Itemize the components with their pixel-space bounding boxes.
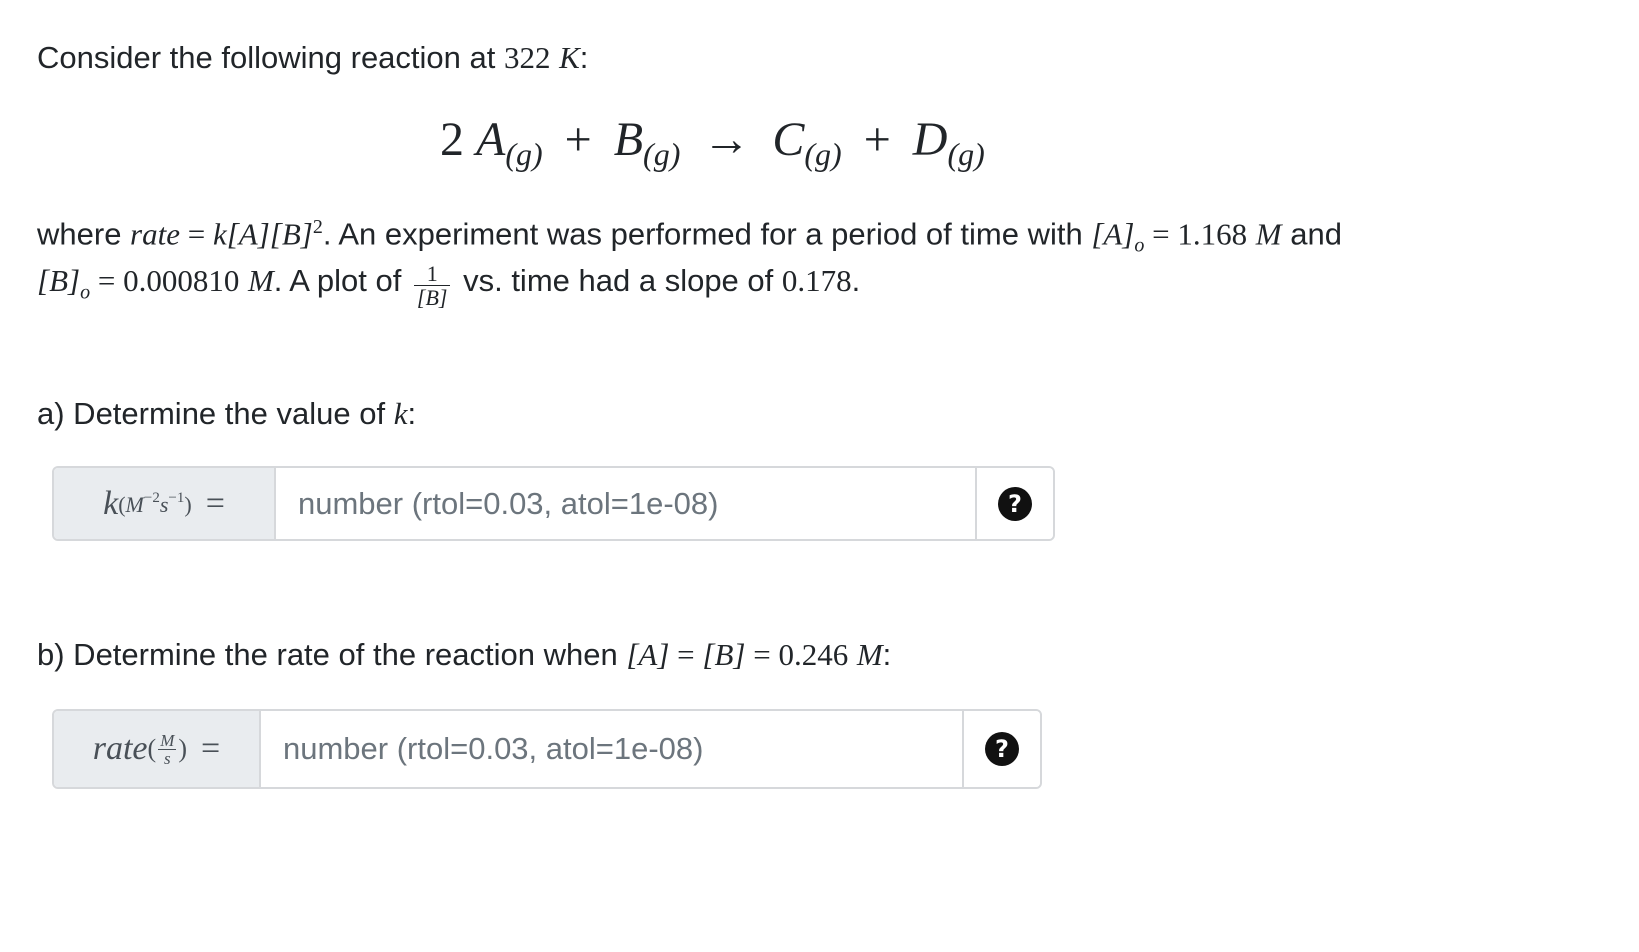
plus-1: + [564, 113, 592, 166]
phase-a: (g) [505, 136, 543, 172]
units-s-exp: −1 [168, 489, 185, 506]
part-a-help-button[interactable] [975, 468, 1053, 539]
units-num: M [160, 730, 175, 750]
intro-prefix: Consider the following reaction at [37, 40, 504, 75]
vs-text: vs. time had a slope of [454, 263, 782, 299]
reaction-equation [440, 112, 985, 173]
inverse-b-fraction [414, 262, 451, 309]
description-line-1: where rate = $k[A][B]^2$. An experiment was performed for a period of time with $[A]_o = 1.168$ M and [37, 216, 1342, 257]
part-b-question: b) Determine the rate of the reaction when [A] = [B] = 0.246 M: [37, 637, 892, 672]
a0-unit: M [1255, 216, 1282, 252]
and-word: and [1281, 216, 1342, 252]
a0-sub: o [1134, 234, 1145, 257]
units-m-exp: −2 [143, 489, 160, 506]
species-d: D [912, 113, 948, 166]
part-b-help-button[interactable] [962, 711, 1040, 787]
units-s: s [159, 491, 169, 517]
cond-value: 0.246 [778, 637, 849, 672]
help-icon: ? [998, 487, 1032, 521]
phase-c: (g) [804, 136, 842, 172]
part-b-label-var: rate [92, 730, 148, 767]
cond-b: [B] [702, 637, 746, 672]
cond-unit: M [856, 637, 883, 672]
coef-a: 2 [440, 113, 464, 166]
units-open: ( [118, 491, 126, 517]
description-line-2: $[B]_o = 0.000810$ M. A plot of $\frac{1}{[B]}$ vs. time had a slope of 0.178. [37, 261, 861, 311]
part-b-equals: = [201, 730, 221, 767]
units-close: ) [184, 491, 192, 517]
where-word: where [37, 216, 131, 252]
part-a-label-units [118, 490, 191, 518]
sentence-mid: . An experiment was performed for a period of time with [322, 216, 1092, 252]
a0-label: [A] [1091, 216, 1135, 252]
cond-a: [A] [626, 637, 670, 672]
part-a-variable: k [393, 396, 408, 431]
intro-unit: K [559, 40, 580, 75]
a0-value: 1.168 [1177, 216, 1248, 252]
rate-law: k[A][B] [212, 216, 313, 252]
part-b-answer-input[interactable] [261, 711, 962, 787]
slope-value: 0.178 [781, 263, 852, 299]
units-den: s [163, 748, 171, 768]
intro-suffix: : [579, 40, 589, 75]
part-a-input-group [52, 466, 1055, 541]
intro-temperature: 322 [503, 40, 551, 75]
part-b-units-fraction [158, 732, 176, 767]
part-b-input-group [52, 709, 1042, 789]
part-a-prefix: a) Determine the value of [37, 396, 394, 431]
species-a: A [476, 113, 506, 166]
b0-label: [B] [37, 263, 81, 299]
phase-d: (g) [947, 136, 985, 172]
reaction-arrow: → [702, 113, 751, 166]
rate-word: rate [130, 216, 180, 252]
units-m: M [125, 491, 144, 517]
part-a-label-var: k [103, 484, 119, 522]
species-c: C [772, 113, 805, 166]
b0-value: 0.000810 [123, 263, 240, 299]
fraction-numerator: 1 [414, 262, 451, 286]
fraction-denominator: [B] [416, 285, 448, 311]
part-a-answer-input[interactable] [276, 468, 975, 539]
plus-2: + [863, 113, 891, 166]
part-b-suffix: : [882, 637, 892, 672]
part-b-label: rate ( $\frac{M}{s}$ ) = [54, 711, 261, 787]
part-b-prefix: b) Determine the rate of the reaction when [37, 637, 627, 672]
part-a-question [37, 396, 416, 432]
help-icon: ? [985, 732, 1019, 766]
b0-sub: o [80, 281, 91, 304]
part-a-label [54, 468, 276, 539]
part-a-suffix: : [407, 396, 417, 431]
b0-unit: M [247, 263, 274, 299]
phase-b: (g) [643, 136, 681, 172]
plot-text: . A plot of [273, 263, 410, 299]
period: . [851, 263, 861, 299]
species-b: B [613, 113, 644, 166]
part-a-equals: = [205, 484, 225, 522]
intro-text [37, 40, 588, 76]
rate-law-exponent: 2 [312, 216, 323, 238]
